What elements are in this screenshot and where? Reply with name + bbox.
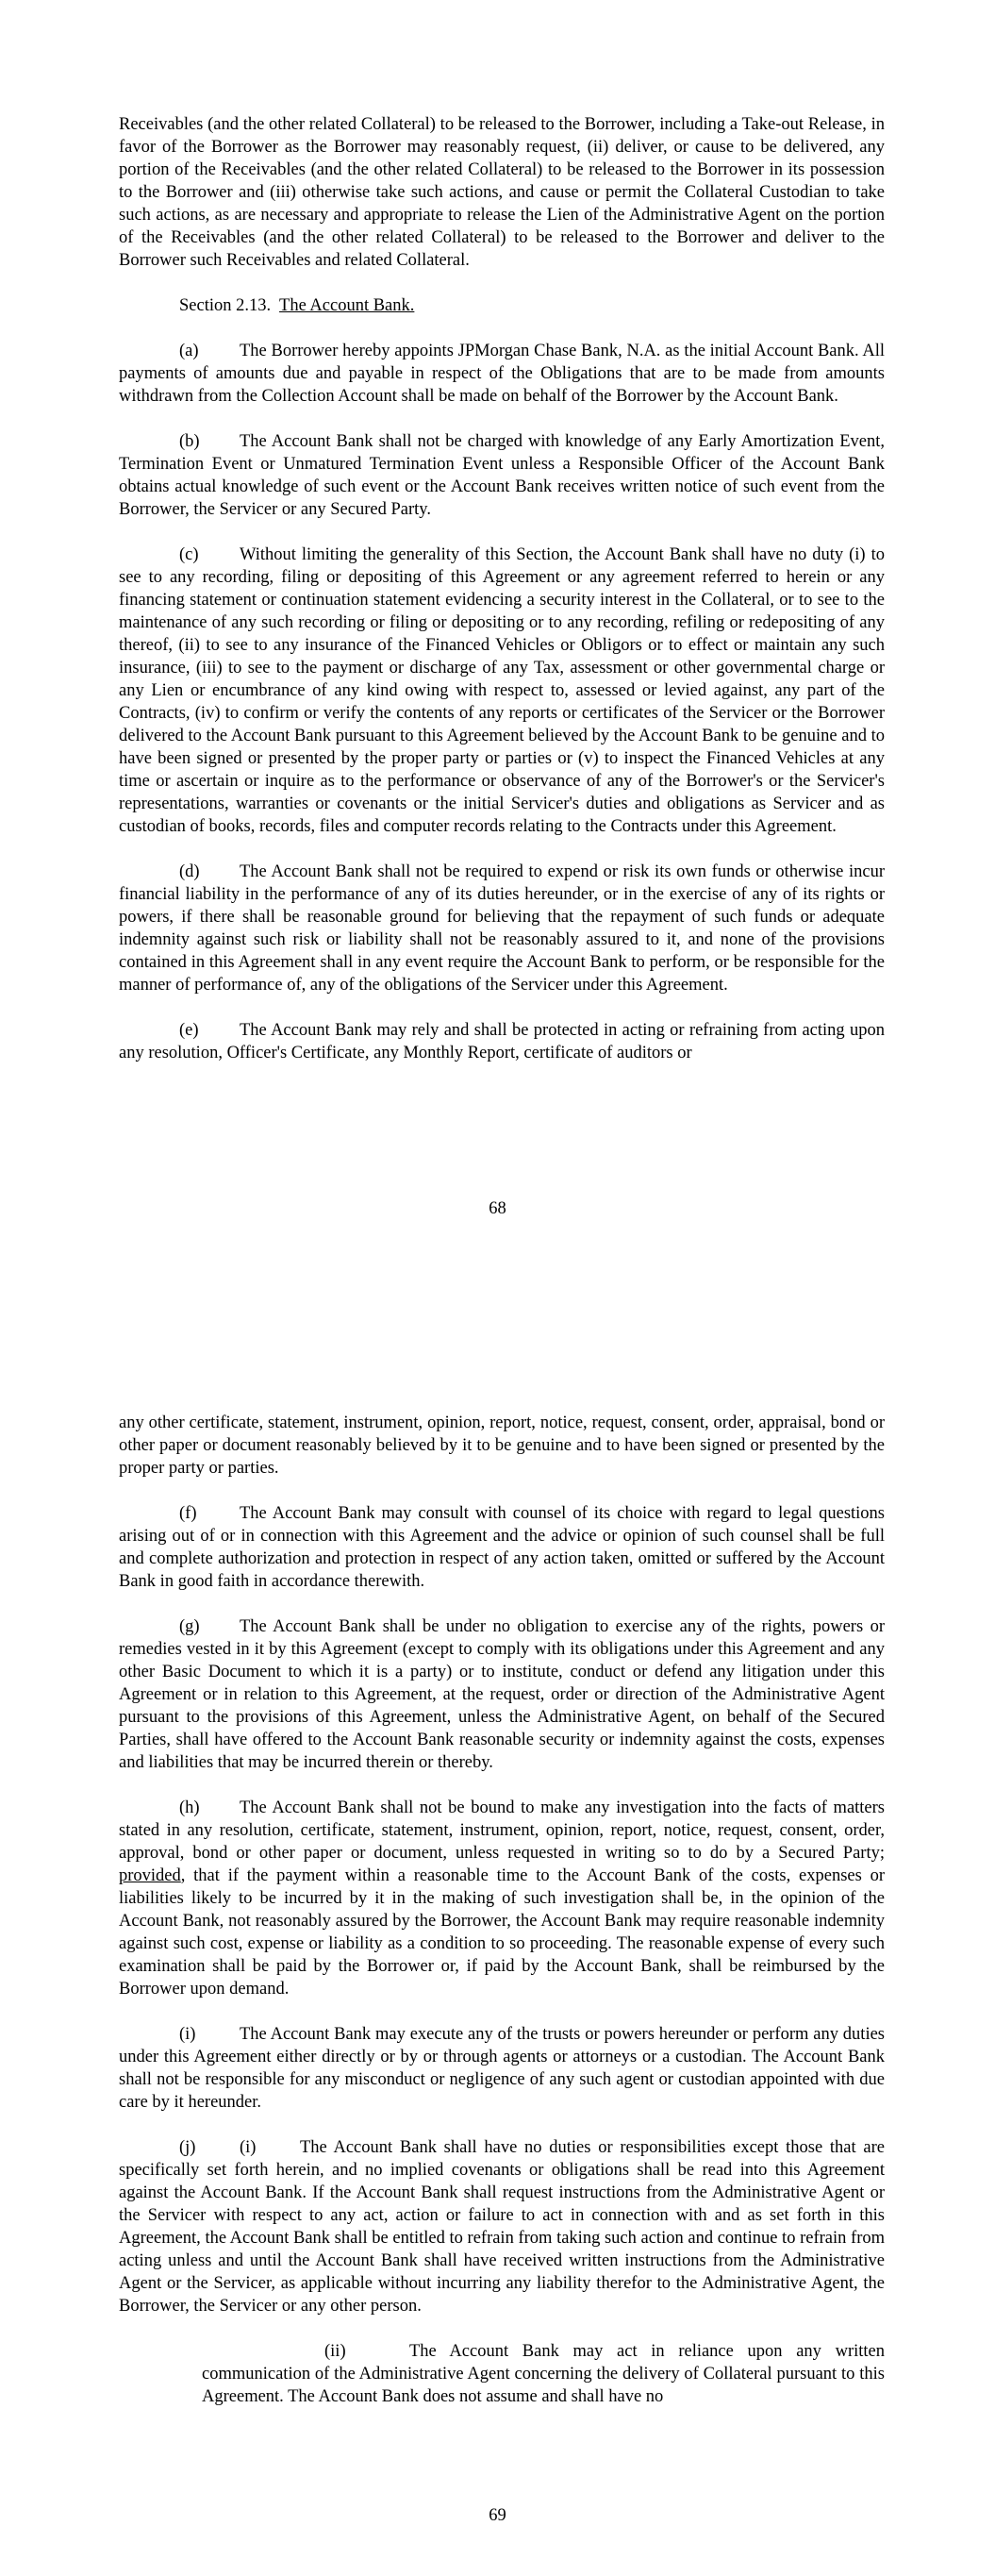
paragraph-g-label: (g) (179, 1617, 200, 1636)
paragraph-j-label: (j) (179, 2138, 196, 2157)
paragraph-i (119, 2023, 885, 2114)
paragraph-f-label: (f) (179, 1504, 197, 1523)
paragraph-g-text: The Account Bank shall be under no obligation to exercise any of the rights, powers or remedies vested in it by this Agreement (except to comply with its obligations under this Agreement and any other Basic Document to which it is a party) or to institute, conduct or defend any litigation under this Agreement or in relation to this Agreement, at the request, order or direction of the Administrative Agent pursuant to the provisions of this Agreement, unless the Administrative Agent, on behalf of the Secured Parties, shall have offered to the Account Bank reasonable security or indemnity against the costs, expenses and liabilities that may be incurred therein or thereby. (119, 1617, 885, 1772)
section-number: Section 2.13. (179, 296, 272, 315)
paragraph-f-text: The Account Bank may consult with counsel of its choice with regard to legal questions arising out of or in connection with this Agreement and the advice or opinion of such counsel shall be full and complete authorization and protection in respect of any action taken, omitted or suffered by the Account Bank in good faith in accordance therewith. (119, 1504, 885, 1591)
paragraph-continued: any other certificate, statement, instrument, opinion, report, notice, request, consent, order, appraisal, bond or other paper or document reasonably believed by it to be genuine and to have been signed or presented by the proper party or parties. (119, 1413, 885, 1478)
paragraph-d (119, 861, 885, 996)
paragraph-j-i-label: (i) (240, 2138, 257, 2157)
paragraph-b (119, 430, 885, 521)
page-68-body (119, 113, 885, 1064)
page-69-body (119, 1412, 885, 2408)
paragraph-f (119, 1502, 885, 1593)
page-number-68: 68 (489, 1199, 506, 1218)
paragraph-a (119, 340, 885, 408)
section-heading (179, 294, 885, 317)
paragraph-j-i-text: The Account Bank shall have no duties or responsibilities except those that are specifically set forth herein, and no implied covenants or obligations shall be read into this Agreement against the Account Bank. If the Account Bank shall request instructions from the Administrative Agent or the Servicer with respect to any act, action or failure to act in connection with and as set forth in this Agreement, the Account Bank shall be entitled to refrain from taking such action and continue to refrain from acting unless and until the Account Bank shall have received written instructions from the Administrative Agent or the Servicer, as applicable without incurring any liability therefor to the Administrative Agent, the Borrower, the Servicer or any other person. (119, 2138, 885, 2316)
paragraph-c-label: (c) (179, 545, 199, 564)
paragraph-b-label: (b) (179, 432, 200, 451)
paragraph-a-label: (a) (179, 342, 199, 360)
paragraph-j-ii-label: (ii) (324, 2342, 346, 2361)
paragraph-e (119, 1019, 885, 1064)
paragraph-continued: Receivables (and the other related Collateral) to be released to the Borrower, including a Take-out Release, in favor of the Borrower as the Borrower may reasonably request, (ii) deliver, or cause to be delivered, any portion of the Receivables (and the other related Collateral) to be released to the Borrower in its possession to the Borrower and (iii) otherwise take such actions, and cause or permit the Collateral Custodian to take such actions, as are necessary and appropriate to release the Lien of the Administrative Agent on the portion of the Receivables (and the other related Collateral) to be released to the Borrower and deliver to the Borrower such Receivables and related Collateral. (119, 115, 885, 270)
paragraph-j-i (119, 2136, 885, 2317)
paragraph-d-label: (d) (179, 862, 200, 881)
paragraph-h-text-post: , that if the payment within a reasonable time to the Account Bank of the costs, expenses or liabilities likely to be incurred by it in the making of such investigation shall be, in the opinion of the Account Bank, not reasonably assured by the Borrower, the Account Bank may require reasonable indemnity against such cost, expense or liability as a condition to so proceeding. The reasonable expense of every such examination shall be paid by the Borrower or, if paid by the Account Bank, shall be reimbursed by the Borrower upon demand. (119, 1866, 885, 1999)
paragraph-h-text-pre: The Account Bank shall not be bound to make any investigation into the facts of matters stated in any resolution, certificate, statement, instrument, opinion, report, notice, request, consent, order, approval, bond or other paper or document, unless requested in writing so to do by a Secured Party; (119, 1798, 885, 1863)
section-title: The Account Bank. (279, 296, 415, 315)
paragraph-c (119, 544, 885, 838)
paragraph-e-text: The Account Bank may rely and shall be protected in acting or refraining from acting upon any resolution, Officer's Certificate, any Monthly Report, certificate of auditors or (119, 1021, 885, 1062)
paragraph-e-label: (e) (179, 1021, 199, 1040)
paragraph-i-label: (i) (179, 2025, 196, 2044)
paragraph-i-text: The Account Bank may execute any of the trusts or powers hereunder or perform any duties under this Agreement either directly or by or through agents or attorneys or a custodian. The Account Bank shall not be responsible for any misconduct or negligence of any such agent or custodian appointed with due care by it hereunder. (119, 2025, 885, 2112)
paragraph-c-text: Without limiting the generality of this Section, the Account Bank shall have no duty (i) to see to any recording, filing or depositing of this Agreement or any agreement referred to herein or any financing statement or continuation statement evidencing a security interest in the Collateral, or to see to the maintenance of any such recording or filing or depositing or to any recording, refiling or redepositing of any thereof, (ii) to see to any insurance of the Financed Vehicles or Obligors or to effect or maintain any such insurance, (iii) to see to the payment or discharge of any Tax, assessment or other governmental charge or any Lien or encumbrance of any kind owing with respect to, assessed or levied against, any part of the Contracts, (iv) to confirm or verify the contents of any reports or certificates of the Servicer or the Borrower delivered to the Account Bank pursuant to this Agreement believed by the Account Bank to be genuine and to have been signed or presented by the proper party or parties or (v) to inspect the Financed Vehicles at any time or ascertain or inquire as to the performance or observance of any of the Borrower's or the Servicer's representations, warranties or covenants or the initial Servicer's duties and obligations as Servicer and as custodian of books, records, files and computer records relating to the Contracts under this Agreement. (119, 545, 885, 836)
paragraph-h-label: (h) (179, 1798, 200, 1817)
paragraph-j-ii (202, 2340, 885, 2408)
paragraph-a-text: The Borrower hereby appoints JPMorgan Chase Bank, N.A. as the initial Account Bank. All payments of amounts due and payable in respect of the Obligations that are to be made from amounts withdrawn from the Collection Account shall be made on behalf of the Borrower by the Account Bank. (119, 342, 885, 406)
page-number-69: 69 (489, 2506, 506, 2525)
paragraph-j-ii-text: The Account Bank may act in reliance upon any written communication of the Administrative Agent concerning the delivery of Collateral pursuant to this Agreement. The Account Bank does not assume and shall have no (202, 2342, 885, 2406)
provided-term: provided (119, 1866, 181, 1885)
paragraph-b-text: The Account Bank shall not be charged with knowledge of any Early Amortization Event, Termination Event or Unmatured Termination Event unless a Responsible Officer of the Account Bank obtains actual knowledge of such event or the Account Bank receives written notice of such event from the Borrower, the Servicer or any Secured Party. (119, 432, 885, 519)
paragraph-d-text: The Account Bank shall not be required to expend or risk its own funds or otherwise incur financial liability in the performance of any of its duties hereunder, or in the exercise of any of its rights or powers, if there shall be reasonable ground for believing that the repayment of such funds or adequate indemnity against such risk or liability shall not be reasonably assured to it, and none of the provisions contained in this Agreement shall in any event require the Account Bank to perform, or be responsible for the manner of performance of, any of the obligations of the Servicer under this Agreement. (119, 862, 885, 995)
paragraph-g (119, 1615, 885, 1774)
paragraph-h (119, 1797, 885, 2000)
